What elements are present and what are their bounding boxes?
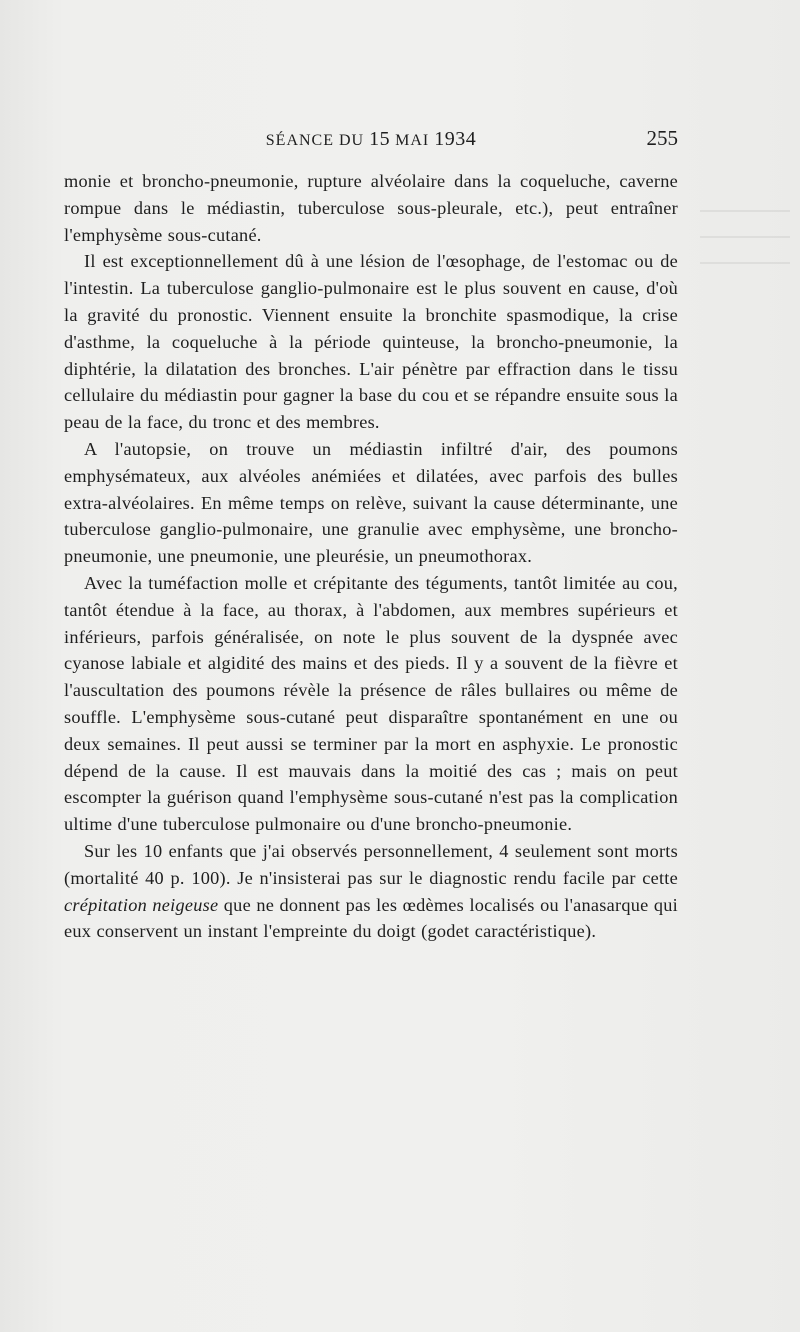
page-header [64,126,678,156]
paragraph-5-before: Sur les 10 enfants que j'ai observés personnellement, 4 seulement sont morts (mortalité 40 p. 100). Je n'insisterai pas sur le diagnostic rendu facile par cette [64,840,678,888]
paragraph-2: Il est exceptionnellement dû à une lésion de l'œsophage, de l'estomac ou de l'intestin. La tuberculose ganglio-pulmonaire est le plus souvent en cause, d'où la gravité du pronostic. Viennent ensuite la bronchite spasmodique, la crise d'asthme, la coqueluche à la période quinteuse, la broncho-pneumonie, la diphtérie, la dilatation des bronches. L'air pénètre par effraction dans le tissu cellulaire du médiastin pour gagner la base du cou et se répandre ensuite sous la peau de la face, du tronc et des membres. [64,251,678,433]
body-text [64,168,678,945]
running-head [64,128,678,151]
show-through [700,210,790,270]
paragraph-4: Avec la tuméfaction molle et crépitante des téguments, tantôt limitée au cou, tantôt étendue à la face, au thorax, à l'abdomen, aux membres supérieurs et inférieurs, parfois généralisée, on note le plus souvent de la dyspnée avec cyanose labiale et algidité des mains et des pieds. Il y a souvent de la fièvre et l'auscultation des poumons révèle la présence de râles bullaires ou même de souffle. L'emphysème sous-cutané peut disparaître spontanément en une ou deux semaines. Il peut aussi se terminer par la mort en asphyxie. Le pronostic dépend de la cause. Il est mauvais dans la moitié des cas ; mais on peut escompter la guérison quand l'emphysème sous-cutané n'est pas la complication ultime d'une tuberculose pulmonaire ou d'une broncho-pneumonie. [64,572,678,835]
running-head-pre: SÉANCE DU [265,132,370,149]
page-number: 255 [646,126,678,150]
running-head-day: 15 [369,128,391,150]
paragraph-5 [64,838,678,945]
paragraph-1: monie et broncho-pneumonie, rupture alvéolaire dans la coqueluche, caverne rompue dans le médiastin, tuberculose sous-pleurale, etc.), peut entraîner l'emphysème sous-cutané. [64,171,678,245]
paragraph-5-italic: crépitation neigeuse [64,894,219,915]
running-head-month: MAI [390,132,435,149]
paragraph-5-after: que ne donnent pas les œdèmes localisés ou l'anasarque qui eux conservent un instant l'empreinte du doigt (godet caractéristique). [64,894,679,942]
running-head-year: 1934 [434,128,477,150]
paragraph-3: A l'autopsie, on trouve un médiastin infiltré d'air, des poumons emphysémateux, aux alvéoles anémiées et dilatées, avec parfois des bulles extra-alvéolaires. En même temps on relève, suivant la cause déterminante, une tuberculose ganglio-pulmonaire, une granulie avec emphysème, une broncho-pneumonie, une pneumonie, une pleurésie, un pneumothorax. [64,438,678,567]
